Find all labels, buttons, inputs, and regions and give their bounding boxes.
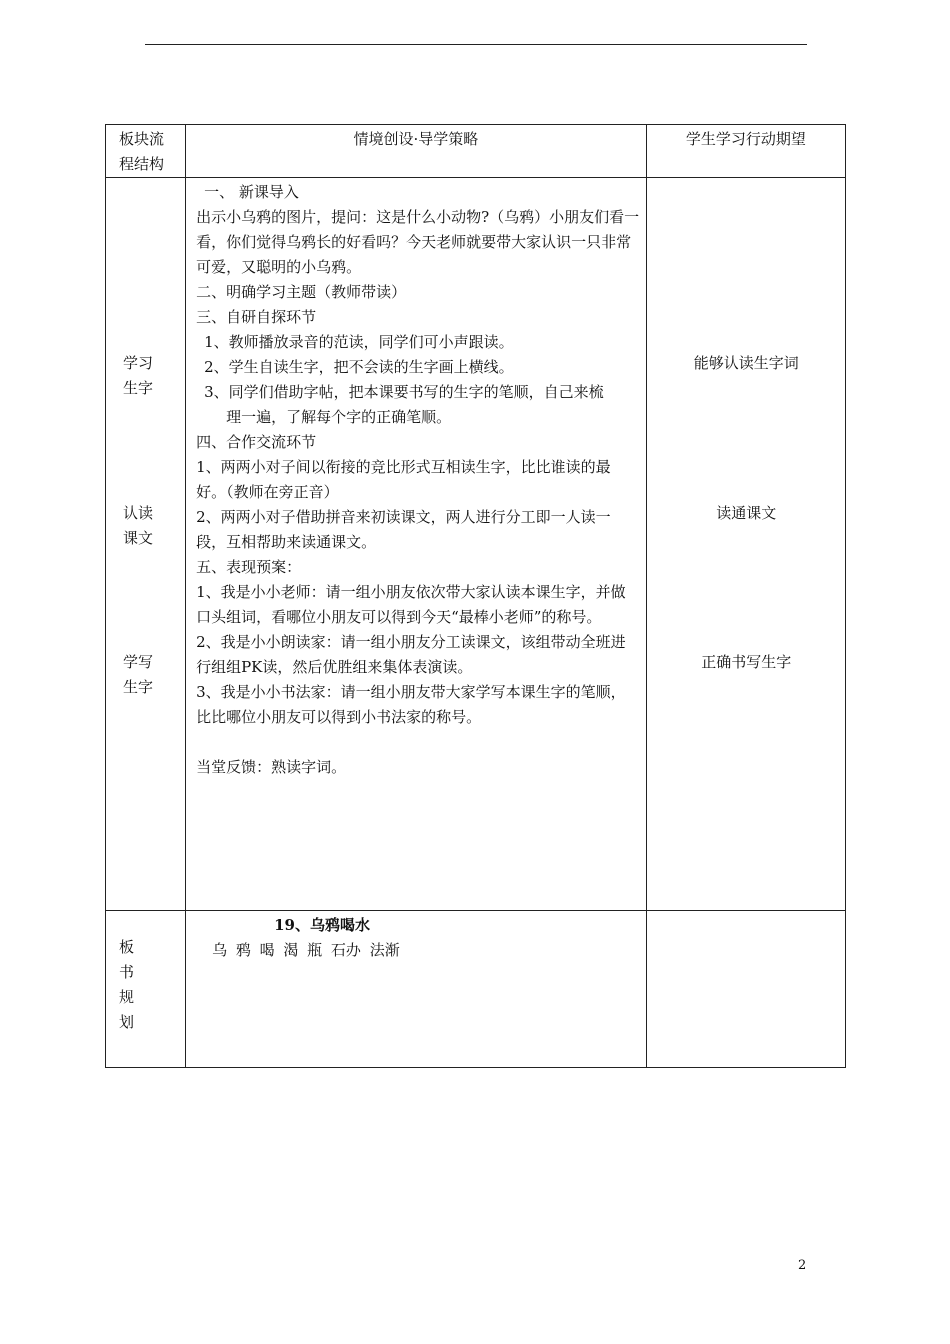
expectation-2: 读通课文 <box>716 504 777 522</box>
expectation-1: 能够认读生字词 <box>693 354 799 372</box>
strategy-line: 3、同学们借助字帖，把本课要书写的生字的笔顺，自己来梳 <box>204 383 604 401</box>
board-plan-row <box>106 911 846 1068</box>
board-content <box>186 911 647 1068</box>
expectation-cell <box>646 178 845 911</box>
strategy-line: 1、我是小小老师：请一组小朋友依次带大家认读本课生字，并做口头组词，看哪位小朋友可以得到今天“最棒小老师”的称号。 <box>196 583 626 626</box>
board-label: 板 书 规 划 <box>106 911 186 1068</box>
strategy-line: 四、合作交流环节 <box>196 433 317 451</box>
board-title: 19、乌鸦喝水 <box>274 916 370 934</box>
table-row <box>106 178 846 911</box>
label-learn-chars: 学习 生字 <box>123 354 154 397</box>
strategy-line: 五、表现预案： <box>196 558 302 576</box>
expectation-3: 正确书写生字 <box>701 653 792 671</box>
strategy-line: 一、 新课导入 <box>204 183 299 201</box>
strategy-line: 1、教师播放录音的范读，同学们可小声跟读。 <box>204 333 514 351</box>
strategy-line: 2、两两小对子借助拼音来初读课文，两人进行分工即一人读一段，互相帮助来读通课文。 <box>196 508 611 551</box>
board-words: 乌 鸦 喝 渴 瓶 石办 法渐 <box>212 941 400 959</box>
strategy-line: 2、我是小小朗读家：请一组小朋友分工读课文，该组带动全班进行组组PK读，然后优胜组来集体表演读。 <box>196 633 626 676</box>
strategy-line: 三、自研自探环节 <box>196 308 317 326</box>
strategy-line: 出示小乌鸦的图片，提问：这是什么小动物?（乌鸦）小朋友们看一看，你们觉得乌鸦长的好看吗？今天老师就要带大家认识一只非常可爱，又聪明的小乌鸦。 <box>196 208 640 276</box>
section-labels <box>106 178 186 911</box>
strategy-cell <box>186 178 647 911</box>
label-read-text: 认读 课文 <box>123 504 154 547</box>
header-expectation: 学生学习行动期望 <box>646 125 845 178</box>
header-structure: 板块流 程结构 <box>106 125 186 178</box>
strategy-line: 3、我是小小书法家：请一组小朋友带大家学写本课生字的笔顺，比比哪位小朋友可以得到小书法家的称号。 <box>196 683 626 726</box>
strategy-feedback: 当堂反馈：熟读字词。 <box>196 758 347 776</box>
strategy-line: 2、学生自读生字，把不会读的生字画上横线。 <box>204 358 514 376</box>
label-write-chars: 学写 生字 <box>123 653 154 696</box>
board-empty-cell <box>646 911 845 1068</box>
header-rule <box>145 44 807 45</box>
strategy-line: 理一遍，了解每个字的正确笔顺。 <box>226 408 452 426</box>
strategy-line: 二、明确学习主题（教师带读） <box>196 283 407 301</box>
page-number: 2 <box>798 1258 807 1273</box>
table-header-row <box>106 125 846 178</box>
header-strategy: 情境创设·导学策略 <box>186 125 647 178</box>
strategy-line: 1、两两小对子间以衔接的竞比形式互相读生字，比比谁读的最好。（教师在旁正音） <box>196 458 611 501</box>
lesson-plan-table <box>105 124 846 1068</box>
